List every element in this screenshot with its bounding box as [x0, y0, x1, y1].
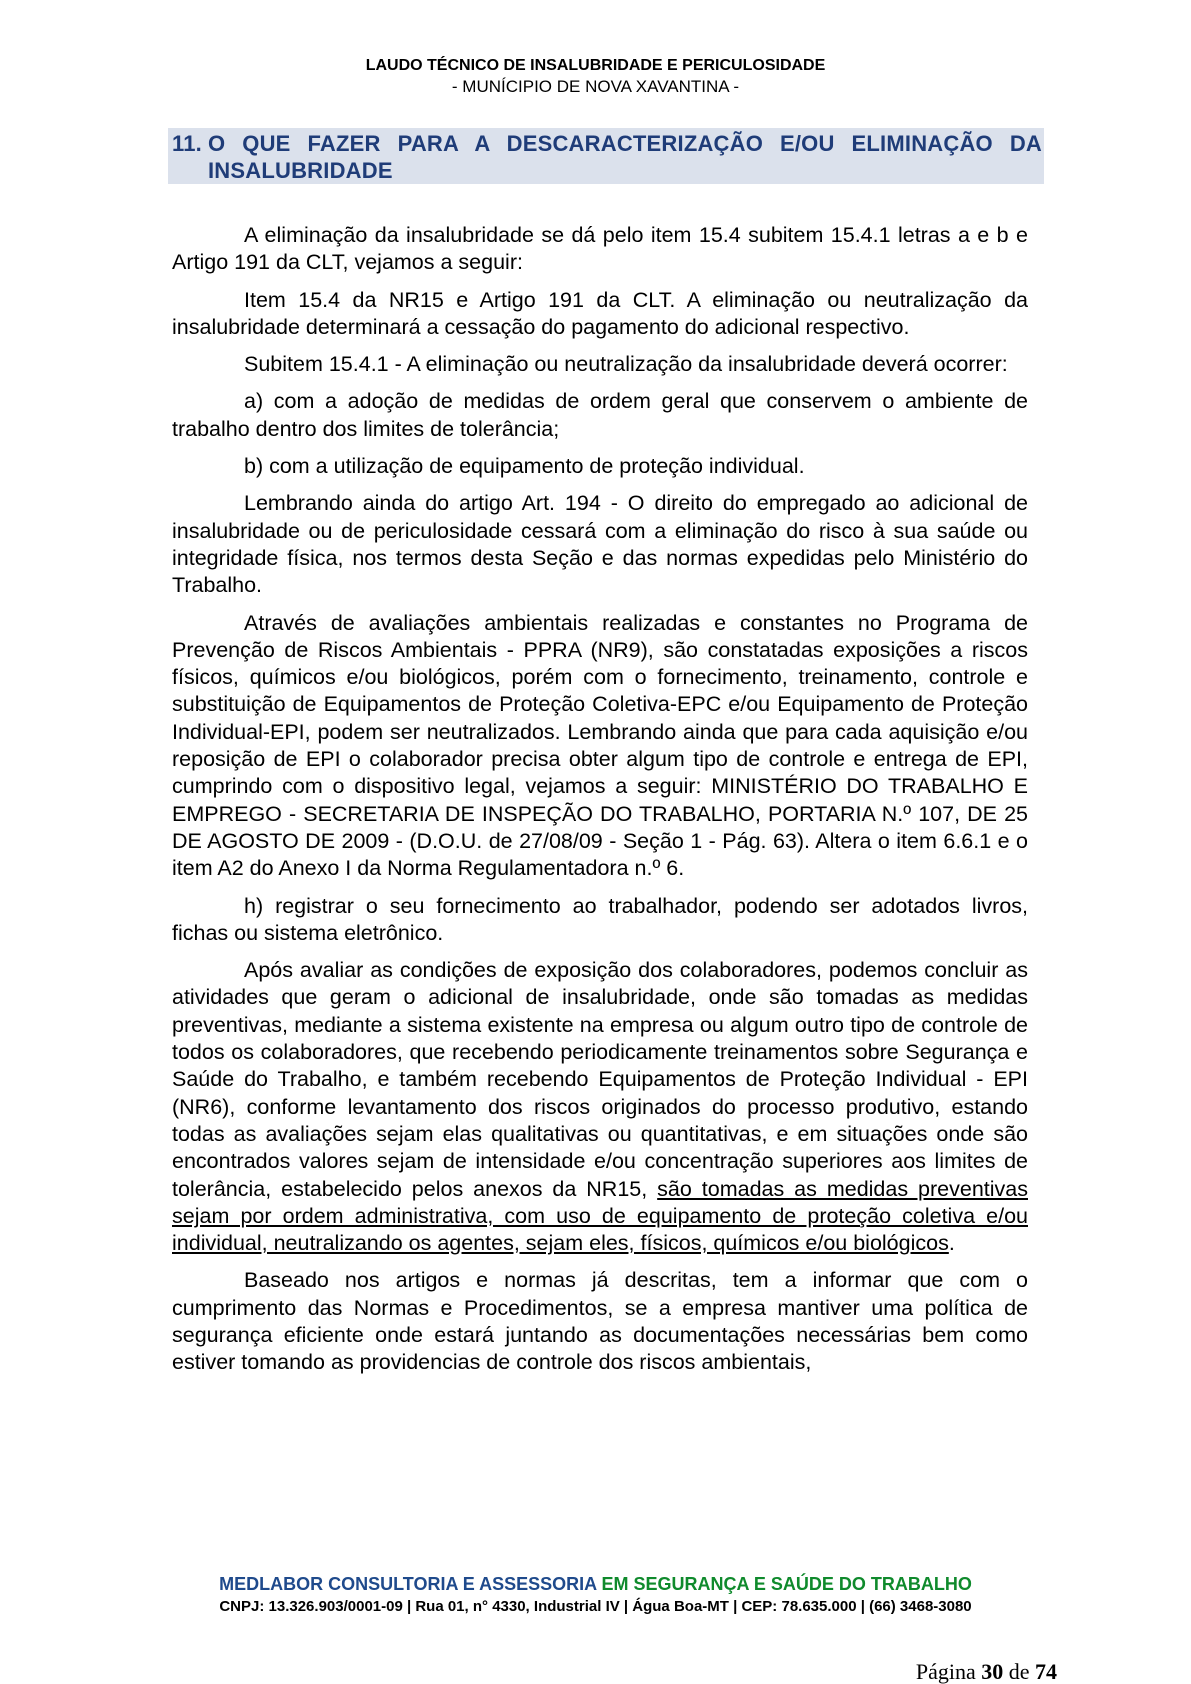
underlined-text: são tomadas as medidas preventivas sejam por ordem administrativa, com uso de equipamento de proteção coletiva e/ou individual, neutralizando os agentes, sejam eles, físicos, químicos e/ou biológicos	[172, 1176, 1028, 1256]
body-text	[172, 222, 1028, 1387]
footer-company-area: EM SEGURANÇA E SAÚDE DO TRABALHO	[601, 1574, 972, 1594]
paragraph-text: Após avaliar as condições de exposição dos colaboradores, podemos concluir as atividades que geram o adicional de insalubridade, onde são tomadas as medidas preventivas, mediante a sistema existente na empresa ou algum outro tipo de controle de todos os colaboradores, que recebendo periodicamente treinamentos sobre Segurança e Saúde do Trabalho, e também recebendo Equipamentos de Proteção Individual - EPI (NR6), conforme levantamento dos riscos originados do processo produtivo, estando todas as avaliações sejam elas qualitativas ou quantitativas, e em situações onde são encontrados valores sejam de intensidade e/ou concentração superiores aos limites de tolerância, estabelecido pelos anexos da NR15,	[172, 958, 1028, 1201]
paragraph: Baseado nos artigos e normas já descritas, tem a informar que com o cumprimento das Normas e Procedimentos, se a empresa mantiver uma política de segurança eficiente onde estará juntando as documentações necessárias bem como estiver tomando as providencias de controle dos riscos ambientais,	[172, 1268, 1028, 1375]
section-title: O QUE FAZER PARA A DESCARACTERIZAÇÃO E/OU ELIMINAÇÃO DA INSALUBRIDADE	[208, 131, 1042, 183]
page-header	[0, 56, 1191, 98]
paragraph: Através de avaliações ambientais realizadas e constantes no Programa de Prevenção de Riscos Ambientais - PPRA (NR9), são constatadas exposições a riscos físicos, químicos e/ou biológicos, porém com o fornecimento, treinamento, controle e substituição de Equipamentos de Proteção Coletiva-EPC e/ou Equipamento de Proteção Individual-EPI, podem ser neutralizados. Lembrando ainda que para cada aquisição e/ou reposição de EPI o colaborador precisa obter algum tipo de controle e entrega de EPI, cumprindo com o dispositivo legal, vejamos a seguir: MINISTÉRIO DO TRABALHO E EMPREGO - SECRETARIA DE INSPEÇÃO DO TRABALHO, PORTARIA N.º 107, DE 25 DE AGOSTO DE 2009 - (D.O.U. de 27/08/09 - Seção 1 - Pág. 63). Altera o item 6.6.1 e o item A2 do Anexo I da Norma Regulamentadora n.º 6.	[172, 610, 1028, 881]
section-number: 11.	[172, 131, 202, 156]
paragraph: Lembrando ainda do artigo Art. 194 - O direito do empregado ao adicional de insalubridade ou de periculosidade cessará com a eliminação do risco à sua saúde ou integridade física, nos termos desta Seção e das normas expedidas pelo Ministério do Trabalho.	[172, 491, 1028, 598]
paragraph: a) com a adoção de medidas de ordem geral que conservem o ambiente de trabalho dentro dos limites de tolerância;	[172, 389, 1028, 441]
paragraph: A eliminação da insalubridade se dá pelo item 15.4 subitem 15.4.1 letras a e b e Artigo 191 da CLT, vejamos a seguir:	[172, 223, 1028, 275]
footer-address: CNPJ: 13.326.903/0001-09 | Rua 01, n° 4330, Industrial IV | Água Boa-MT | CEP: 78.635.000 | (66) 3468-3080	[219, 1598, 972, 1615]
paragraph-with-underline	[172, 957, 1028, 1257]
page-current: 30	[981, 1659, 1004, 1684]
section-heading-text	[172, 130, 1042, 184]
paragraph: Item 15.4 da NR15 e Artigo 191 da CLT. A eliminação ou neutralização da insalubridade determinará a cessação do pagamento do adicional respectivo.	[172, 287, 1028, 339]
page-total: 74	[1035, 1659, 1057, 1684]
page-number	[916, 1660, 1057, 1684]
municipality-subtitle: - MUNÍCIPIO DE NOVA XAVANTINA -	[451, 77, 740, 96]
section-heading	[168, 128, 1044, 184]
page-label: Página	[915, 1659, 976, 1684]
paragraph-end: .	[948, 1231, 955, 1256]
paragraph: h) registrar o seu fornecimento ao trabalhador, podendo ser adotados livros, fichas ou sistema eletrônico.	[172, 893, 1028, 945]
page-footer	[0, 1572, 1191, 1618]
document-title: LAUDO TÉCNICO DE INSALUBRIDADE E PERICULOSIDADE	[365, 57, 826, 74]
page-of: de	[1008, 1659, 1030, 1684]
paragraph: b) com a utilização de equipamento de proteção individual.	[244, 454, 805, 479]
paragraph: Subitem 15.4.1 - A eliminação ou neutralização da insalubridade deverá ocorrer:	[244, 352, 1008, 377]
footer-company-name: MEDLABOR CONSULTORIA E ASSESSORIA	[219, 1574, 597, 1594]
footer-company	[0, 1572, 1191, 1596]
